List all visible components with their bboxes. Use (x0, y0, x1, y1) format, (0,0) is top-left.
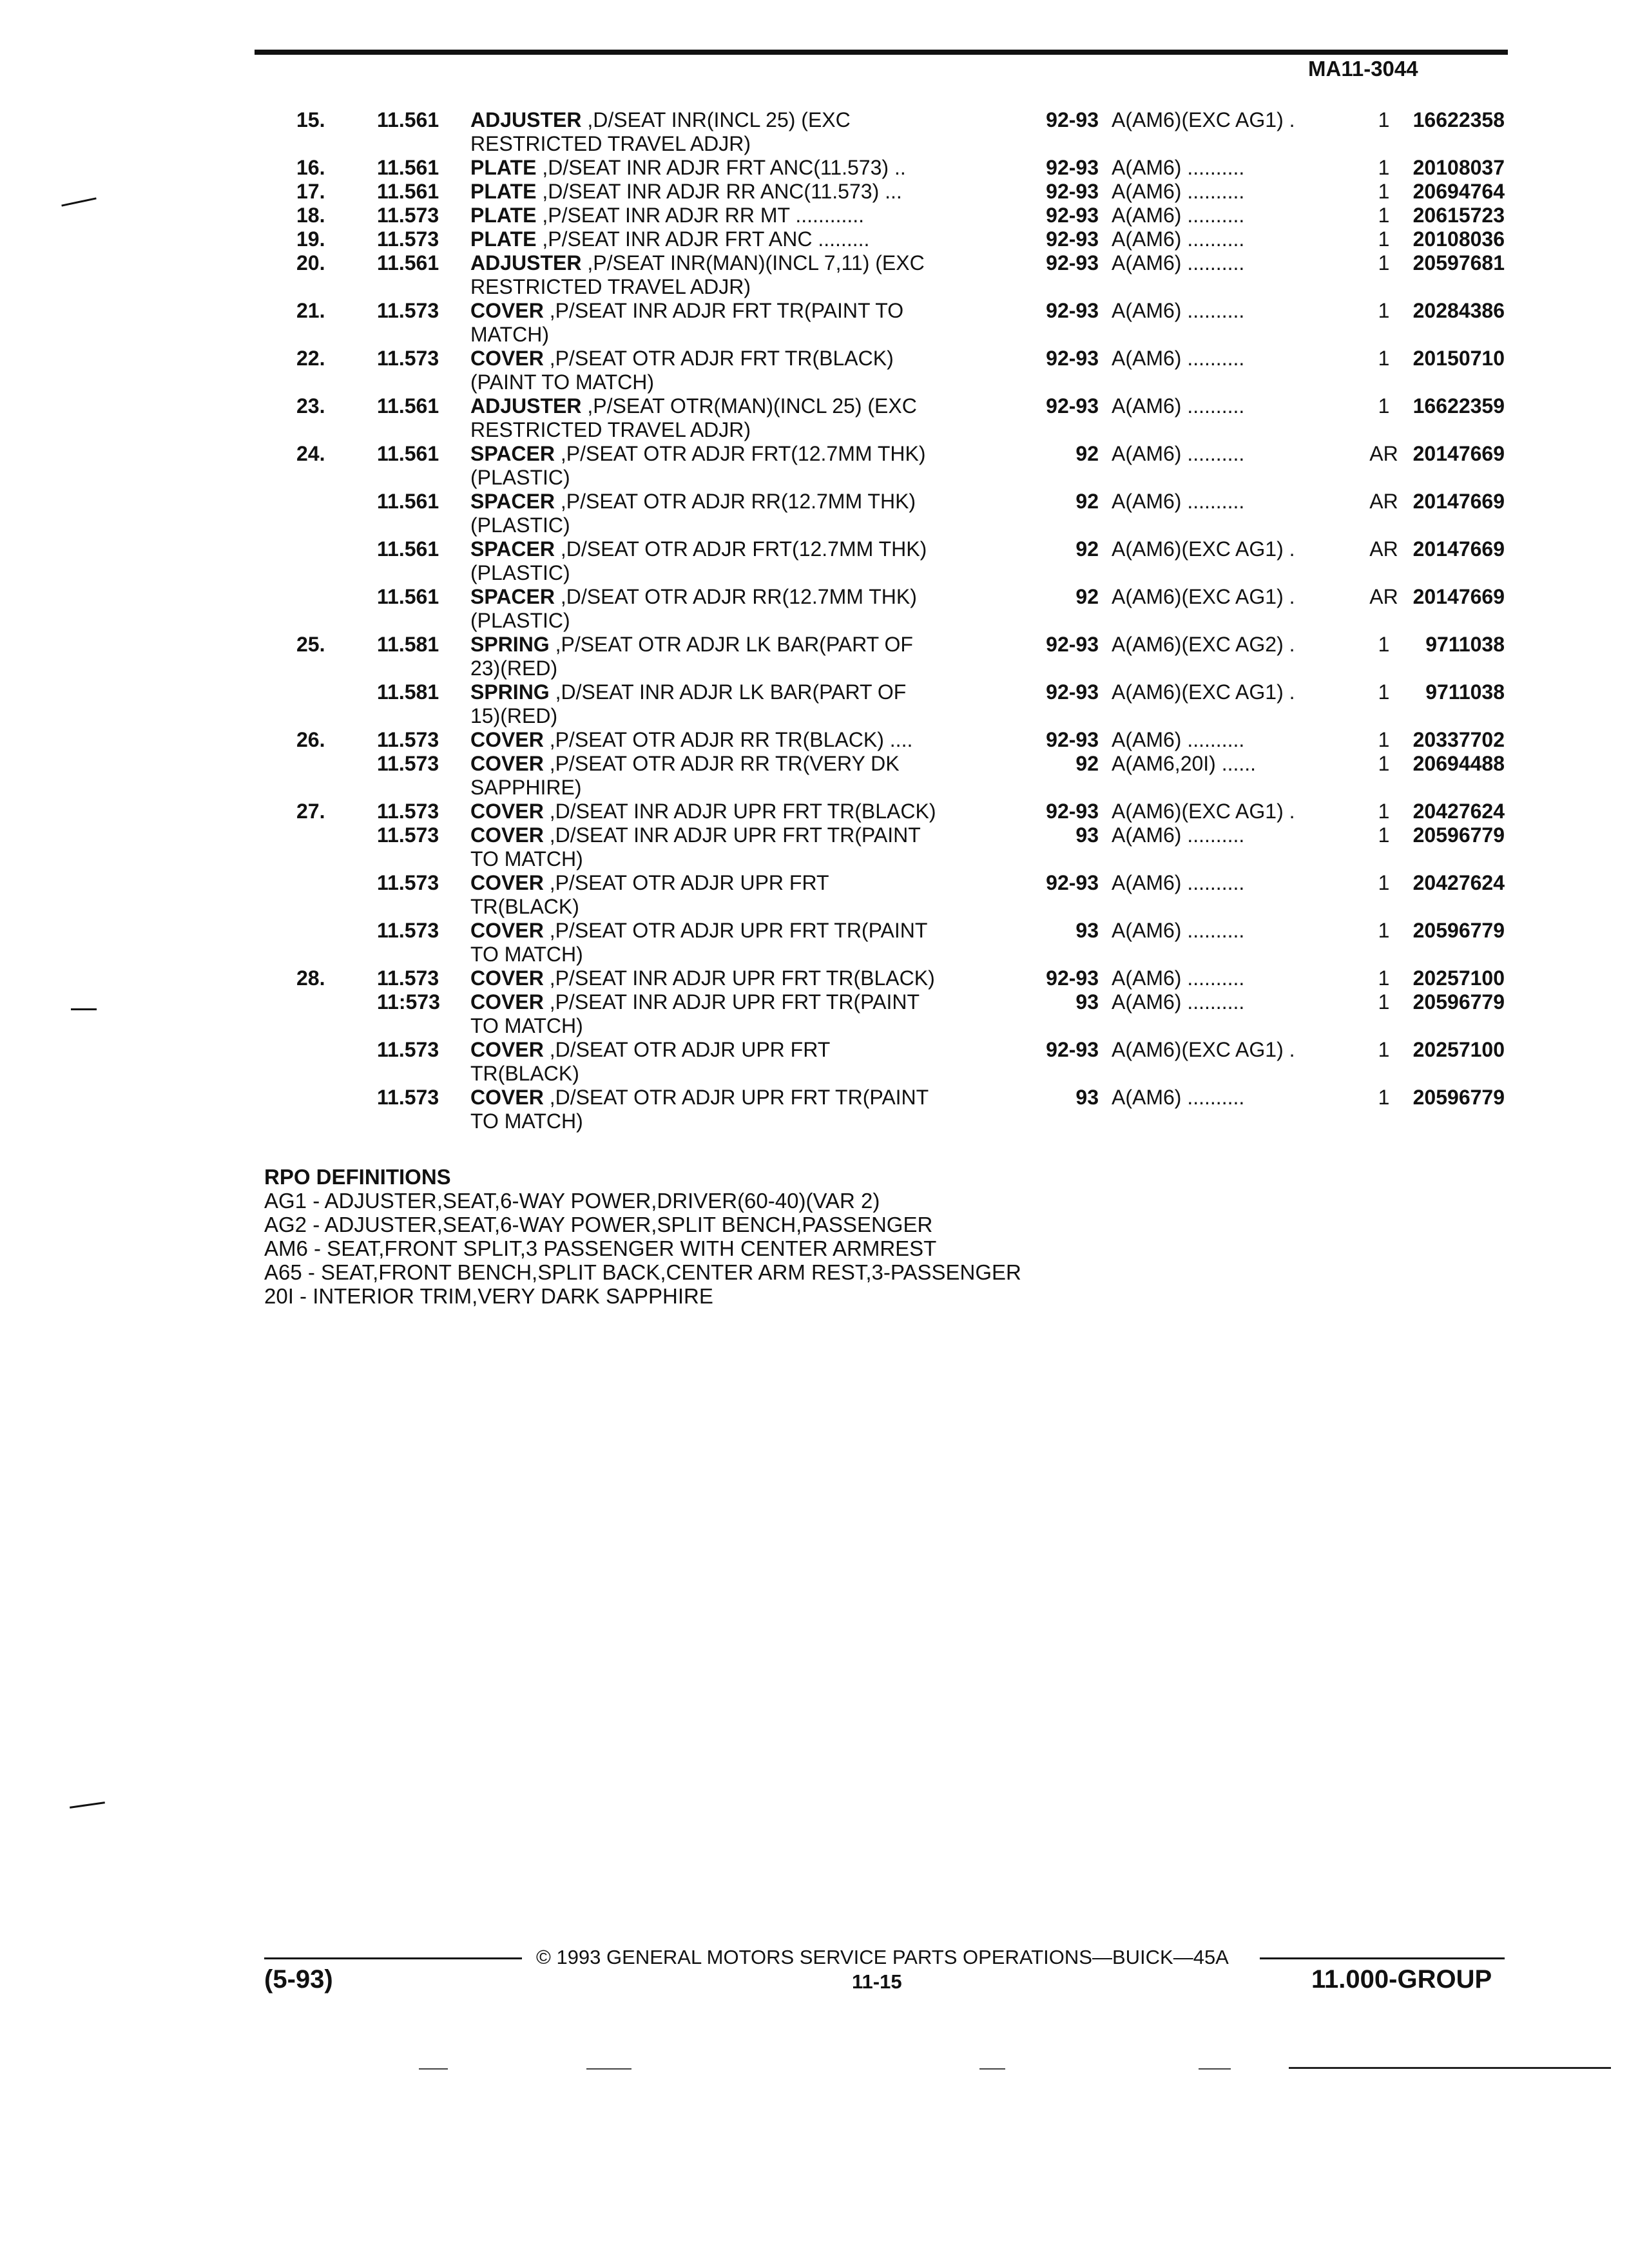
part-description (470, 680, 1018, 728)
part-number: 20108036 (1412, 227, 1505, 251)
scan-mark (70, 1802, 105, 1809)
footer-rule-left (264, 1957, 522, 1959)
part-detail: ,D/SEAT INR(INCL 25) (EXC (581, 108, 851, 131)
part-number: 20147669 (1412, 442, 1505, 465)
quantity: 1 (1378, 823, 1390, 847)
usage-code: A(AM6)(EXC AG1) . (1112, 800, 1295, 823)
usage-code: A(AM6) .......... (1112, 490, 1245, 513)
part-detail-continued: RESTRICTED TRAVEL ADJR) (470, 132, 751, 155)
table-row (296, 180, 1521, 204)
table-row (296, 871, 1521, 919)
part-description (470, 919, 1018, 966)
part-description (470, 966, 1018, 990)
usage-code: A(AM6) .......... (1112, 919, 1245, 942)
model-years: 92-93 (1046, 204, 1099, 227)
model-years: 92-93 (1046, 227, 1099, 251)
part-number: 20257100 (1412, 1038, 1505, 1061)
group-number: 11.561 (377, 394, 439, 418)
part-detail: ,D/SEAT INR ADJR UPR FRT TR(BLACK) (543, 800, 936, 823)
quantity: 1 (1378, 204, 1390, 227)
usage-code: A(AM6) .......... (1112, 156, 1245, 179)
scan-dash (1289, 2067, 1611, 2069)
quantity: 1 (1378, 108, 1390, 131)
part-number: 20150710 (1412, 347, 1505, 370)
part-name: PLATE (470, 180, 537, 203)
rpo-definitions (264, 1165, 1021, 1308)
usage-code: A(AM6,20I) ...... (1112, 752, 1257, 775)
table-row (296, 919, 1521, 966)
footer-copyright: © 1993 GENERAL MOTORS SERVICE PARTS OPERATIONS—BUICK—45A (536, 1946, 1229, 1968)
usage-code: A(AM6)(EXC AG1) . (1112, 108, 1295, 131)
part-detail-continued: (PLASTIC) (470, 561, 570, 584)
top-rule (255, 50, 1508, 55)
part-detail: ,D/SEAT OTR ADJR RR(12.7MM THK) (554, 585, 917, 608)
part-name: SPACER (470, 442, 555, 465)
part-detail: ,D/SEAT OTR ADJR FRT(12.7MM THK) (554, 537, 927, 561)
quantity: AR (1369, 490, 1398, 513)
rpo-line: AG1 - ADJUSTER,SEAT,6-WAY POWER,DRIVER(60-40)(VAR 2) (264, 1189, 880, 1213)
quantity: 1 (1378, 871, 1390, 894)
part-name: ADJUSTER (470, 108, 582, 131)
model-years: 93 (1075, 1086, 1099, 1109)
table-row (296, 966, 1521, 990)
part-name: COVER (470, 800, 544, 823)
table-row (296, 633, 1521, 680)
part-name: COVER (470, 1086, 544, 1109)
ref-number: 18. (296, 204, 325, 227)
part-detail: ,P/SEAT OTR ADJR UPR FRT TR(PAINT (543, 919, 928, 942)
quantity: 1 (1378, 800, 1390, 823)
part-number: 20284386 (1412, 299, 1505, 322)
usage-code: A(AM6) .......... (1112, 871, 1245, 894)
part-detail-continued: TO MATCH) (470, 943, 583, 966)
usage-code: A(AM6) .......... (1112, 251, 1245, 274)
quantity: 1 (1378, 1086, 1390, 1109)
quantity: 1 (1378, 227, 1390, 251)
group-number: 11.573 (377, 752, 439, 775)
part-number: 20147669 (1412, 585, 1505, 608)
part-detail: ,P/SEAT OTR ADJR FRT TR(BLACK) (543, 347, 894, 370)
part-number: 20108037 (1412, 156, 1505, 179)
table-row (296, 251, 1521, 299)
part-name: PLATE (470, 156, 537, 179)
part-name: COVER (470, 299, 544, 322)
ref-number: 22. (296, 347, 325, 370)
part-detail-continued: SAPPHIRE) (470, 776, 582, 799)
part-description (470, 204, 1018, 227)
rpo-heading: RPO DEFINITIONS (264, 1165, 451, 1189)
group-number: 11.573 (377, 1038, 439, 1061)
scan-mark (71, 1008, 97, 1010)
model-years: 92-93 (1046, 251, 1099, 274)
part-detail-continued: RESTRICTED TRAVEL ADJR) (470, 418, 751, 441)
part-number: 20427624 (1412, 871, 1505, 894)
model-years: 92-93 (1046, 728, 1099, 751)
part-detail: ,P/SEAT OTR ADJR FRT(12.7MM THK) (554, 442, 926, 465)
table-row (296, 680, 1521, 728)
group-number: 11.573 (377, 299, 439, 322)
model-years: 93 (1075, 919, 1099, 942)
group-number: 11.561 (377, 585, 439, 608)
ref-number: 19. (296, 227, 325, 251)
part-name: COVER (470, 1038, 544, 1061)
group-number: 11.581 (377, 633, 439, 656)
table-row (296, 394, 1521, 442)
usage-code: A(AM6) .......... (1112, 180, 1245, 203)
table-row (296, 728, 1521, 752)
part-detail-continued: MATCH) (470, 323, 550, 346)
scan-dash (586, 2068, 631, 2070)
usage-code: A(AM6) .......... (1112, 1086, 1245, 1109)
table-row (296, 585, 1521, 633)
ref-number: 15. (296, 108, 325, 131)
quantity: 1 (1378, 728, 1390, 751)
part-number: 16622358 (1412, 108, 1505, 131)
part-detail: ,P/SEAT OTR(MAN)(INCL 25) (EXC (581, 394, 917, 418)
part-number: 20596779 (1412, 823, 1505, 847)
scan-mark (61, 197, 96, 206)
model-years: 92-93 (1046, 680, 1099, 704)
table-row (296, 227, 1521, 251)
ref-number: 21. (296, 299, 325, 322)
part-number: 20694764 (1412, 180, 1505, 203)
part-detail: ,P/SEAT OTR ADJR UPR FRT (543, 871, 829, 894)
quantity: 1 (1378, 251, 1390, 274)
part-number: 20257100 (1412, 966, 1505, 990)
part-name: PLATE (470, 204, 537, 227)
quantity: 1 (1378, 919, 1390, 942)
part-detail: ,P/SEAT INR(MAN)(INCL 7,11) (EXC (581, 251, 925, 274)
quantity: 1 (1378, 299, 1390, 322)
table-row (296, 299, 1521, 347)
part-name: SPACER (470, 490, 555, 513)
usage-code: A(AM6) .......... (1112, 347, 1245, 370)
part-name: SPRING (470, 680, 550, 704)
table-row (296, 156, 1521, 180)
footer-page-number: 11-15 (852, 1970, 902, 1993)
part-detail: ,P/SEAT OTR ADJR LK BAR(PART OF (549, 633, 913, 656)
part-number: 16622359 (1412, 394, 1505, 418)
part-name: PLATE (470, 227, 537, 251)
ref-number: 27. (296, 800, 325, 823)
quantity: AR (1369, 537, 1398, 561)
part-description (470, 728, 1018, 752)
part-detail: ,P/SEAT OTR ADJR RR(12.7MM THK) (554, 490, 916, 513)
model-years: 92-93 (1046, 871, 1099, 894)
part-name: COVER (470, 347, 544, 370)
model-years: 92-93 (1046, 394, 1099, 418)
part-detail: ,P/SEAT INR ADJR RR MT ............ (536, 204, 865, 227)
rpo-line: A65 - SEAT,FRONT BENCH,SPLIT BACK,CENTER ARM REST,3-PASSENGER (264, 1260, 1021, 1284)
part-name: COVER (470, 919, 544, 942)
part-description (470, 537, 1018, 585)
part-detail: ,D/SEAT INR ADJR LK BAR(PART OF (549, 680, 907, 704)
part-description (470, 633, 1018, 680)
table-row (296, 752, 1521, 800)
part-name: SPRING (470, 633, 550, 656)
usage-code: A(AM6)(EXC AG1) . (1112, 537, 1295, 561)
parts-list (296, 108, 1521, 1133)
rpo-line: AG2 - ADJUSTER,SEAT,6-WAY POWER,SPLIT BENCH,PASSENGER (264, 1213, 933, 1236)
part-detail-continued: RESTRICTED TRAVEL ADJR) (470, 275, 751, 298)
usage-code: A(AM6) .......... (1112, 966, 1245, 990)
document-id: MA11-3044 (1308, 57, 1418, 81)
group-number: 11.573 (377, 728, 439, 751)
quantity: 1 (1378, 180, 1390, 203)
group-number: 11.573 (377, 204, 439, 227)
part-name: SPACER (470, 537, 555, 561)
part-name: COVER (470, 871, 544, 894)
usage-code: A(AM6)(EXC AG2) . (1112, 633, 1295, 656)
part-description (470, 156, 1018, 180)
model-years: 93 (1075, 990, 1099, 1014)
ref-number: 17. (296, 180, 325, 203)
usage-code: A(AM6) .......... (1112, 728, 1245, 751)
table-row (296, 800, 1521, 823)
part-description (470, 442, 1018, 490)
ref-number: 26. (296, 728, 325, 751)
ref-number: 28. (296, 966, 325, 990)
rpo-line: 20I - INTERIOR TRIM,VERY DARK SAPPHIRE (264, 1284, 713, 1308)
table-row (296, 490, 1521, 537)
part-detail-continued: 23)(RED) (470, 657, 558, 680)
part-name: ADJUSTER (470, 251, 582, 274)
part-detail-continued: (PLASTIC) (470, 514, 570, 537)
quantity: 1 (1378, 990, 1390, 1014)
model-years: 93 (1075, 823, 1099, 847)
part-description (470, 394, 1018, 442)
part-description (470, 251, 1018, 299)
group-number: 11.561 (377, 490, 439, 513)
part-description (470, 1038, 1018, 1086)
part-description (470, 347, 1018, 394)
group-number: 11.573 (377, 347, 439, 370)
quantity: 1 (1378, 394, 1390, 418)
model-years: 92-93 (1046, 180, 1099, 203)
quantity: 1 (1378, 752, 1390, 775)
part-number: 20147669 (1412, 537, 1505, 561)
part-detail-continued: TO MATCH) (470, 1110, 583, 1133)
part-description (470, 227, 1018, 251)
group-number: 11.573 (377, 966, 439, 990)
group-number: 11.573 (377, 800, 439, 823)
part-detail-continued: TR(BLACK) (470, 895, 579, 918)
group-number: 11.561 (377, 442, 439, 465)
part-detail-continued: TR(BLACK) (470, 1062, 579, 1085)
part-detail-continued: TO MATCH) (470, 1014, 583, 1037)
model-years: 92 (1075, 490, 1099, 513)
model-years: 92-93 (1046, 299, 1099, 322)
group-number: 11.573 (377, 871, 439, 894)
ref-number: 20. (296, 251, 325, 274)
footer-rule-right (1260, 1957, 1505, 1959)
table-row (296, 442, 1521, 490)
part-description (470, 990, 1018, 1038)
footer-group: 11.000-GROUP (1311, 1965, 1492, 1994)
table-row (296, 990, 1521, 1038)
part-number: 20147669 (1412, 490, 1505, 513)
quantity: 1 (1378, 156, 1390, 179)
footer-date: (5-93) (264, 1965, 333, 1994)
ref-number: 24. (296, 442, 325, 465)
table-row (296, 347, 1521, 394)
scan-dash (419, 2068, 448, 2070)
model-years: 92-93 (1046, 800, 1099, 823)
part-name: COVER (470, 990, 544, 1014)
part-description (470, 871, 1018, 919)
part-number: 20596779 (1412, 990, 1505, 1014)
part-name: COVER (470, 966, 544, 990)
quantity: AR (1369, 585, 1398, 608)
part-number: 20596779 (1412, 1086, 1505, 1109)
model-years: 92 (1075, 585, 1099, 608)
quantity: AR (1369, 442, 1398, 465)
table-row (296, 108, 1521, 156)
part-detail-continued: 15)(RED) (470, 704, 558, 727)
part-description (470, 752, 1018, 800)
part-detail: ,P/SEAT INR ADJR UPR FRT TR(BLACK) (543, 966, 935, 990)
usage-code: A(AM6) .......... (1112, 990, 1245, 1014)
part-description (470, 585, 1018, 633)
usage-code: A(AM6) .......... (1112, 394, 1245, 418)
part-detail: ,D/SEAT INR ADJR RR ANC(11.573) ... (536, 180, 902, 203)
quantity: 1 (1378, 633, 1390, 656)
table-row (296, 1086, 1521, 1133)
ref-number: 23. (296, 394, 325, 418)
model-years: 92 (1075, 442, 1099, 465)
part-description (470, 180, 1018, 204)
part-number: 9711038 (1425, 680, 1505, 704)
scan-dash (1199, 2068, 1231, 2070)
group-number: 11.573 (377, 919, 439, 942)
part-detail: ,P/SEAT OTR ADJR RR TR(VERY DK (543, 752, 900, 775)
part-description (470, 1086, 1018, 1133)
usage-code: A(AM6) .......... (1112, 442, 1245, 465)
model-years: 92-93 (1046, 966, 1099, 990)
quantity: 1 (1378, 966, 1390, 990)
part-description (470, 108, 1018, 156)
part-description (470, 299, 1018, 347)
quantity: 1 (1378, 347, 1390, 370)
group-number: 11.561 (377, 251, 439, 274)
part-description (470, 490, 1018, 537)
part-detail: ,D/SEAT INR ADJR UPR FRT TR(PAINT (543, 823, 921, 847)
group-number: 11.561 (377, 537, 439, 561)
usage-code: A(AM6) .......... (1112, 227, 1245, 251)
part-name: SPACER (470, 585, 555, 608)
part-number: 20596779 (1412, 919, 1505, 942)
ref-number: 16. (296, 156, 325, 179)
part-number: 20337702 (1412, 728, 1505, 751)
group-number: 11:573 (377, 990, 440, 1014)
group-number: 11.573 (377, 1086, 439, 1109)
model-years: 92-93 (1046, 108, 1099, 131)
usage-code: A(AM6) .......... (1112, 299, 1245, 322)
part-detail: ,D/SEAT OTR ADJR UPR FRT (543, 1038, 831, 1061)
usage-code: A(AM6)(EXC AG1) . (1112, 1038, 1295, 1061)
part-number: 9711038 (1425, 633, 1505, 656)
quantity: 1 (1378, 680, 1390, 704)
table-row (296, 537, 1521, 585)
ref-number: 25. (296, 633, 325, 656)
table-row (296, 204, 1521, 227)
part-description (470, 823, 1018, 871)
part-name: COVER (470, 752, 544, 775)
part-detail: ,P/SEAT OTR ADJR RR TR(BLACK) .... (543, 728, 913, 751)
group-number: 11.561 (377, 156, 439, 179)
part-detail: ,P/SEAT INR ADJR FRT ANC ......... (536, 227, 870, 251)
model-years: 92-93 (1046, 633, 1099, 656)
part-detail: ,D/SEAT INR ADJR FRT ANC(11.573) .. (536, 156, 906, 179)
part-name: COVER (470, 823, 544, 847)
part-detail-continued: (PAINT TO MATCH) (470, 370, 655, 394)
table-row (296, 1038, 1521, 1086)
usage-code: A(AM6)(EXC AG1) . (1112, 585, 1295, 608)
group-number: 11.573 (377, 227, 439, 251)
part-detail-continued: TO MATCH) (470, 847, 583, 870)
group-number: 11.581 (377, 680, 439, 704)
table-row (296, 823, 1521, 871)
model-years: 92-93 (1046, 347, 1099, 370)
model-years: 92 (1075, 537, 1099, 561)
model-years: 92 (1075, 752, 1099, 775)
part-detail-continued: (PLASTIC) (470, 466, 570, 489)
part-number: 20427624 (1412, 800, 1505, 823)
usage-code: A(AM6) .......... (1112, 823, 1245, 847)
part-detail: ,P/SEAT INR ADJR FRT TR(PAINT TO (543, 299, 904, 322)
part-description (470, 800, 1018, 823)
rpo-line: AM6 - SEAT,FRONT SPLIT,3 PASSENGER WITH CENTER ARMREST (264, 1236, 937, 1260)
model-years: 92-93 (1046, 156, 1099, 179)
scan-dash (979, 2068, 1005, 2070)
usage-code: A(AM6)(EXC AG1) . (1112, 680, 1295, 704)
part-name: COVER (470, 728, 544, 751)
part-number: 20597681 (1412, 251, 1505, 274)
part-number: 20694488 (1412, 752, 1505, 775)
group-number: 11.573 (377, 823, 439, 847)
part-detail: ,D/SEAT OTR ADJR UPR FRT TR(PAINT (543, 1086, 929, 1109)
part-number: 20615723 (1412, 204, 1505, 227)
model-years: 92-93 (1046, 1038, 1099, 1061)
group-number: 11.561 (377, 180, 439, 203)
part-name: ADJUSTER (470, 394, 582, 418)
usage-code: A(AM6) .......... (1112, 204, 1245, 227)
part-detail-continued: (PLASTIC) (470, 609, 570, 632)
part-detail: ,P/SEAT INR ADJR UPR FRT TR(PAINT (543, 990, 920, 1014)
quantity: 1 (1378, 1038, 1390, 1061)
group-number: 11.561 (377, 108, 439, 131)
